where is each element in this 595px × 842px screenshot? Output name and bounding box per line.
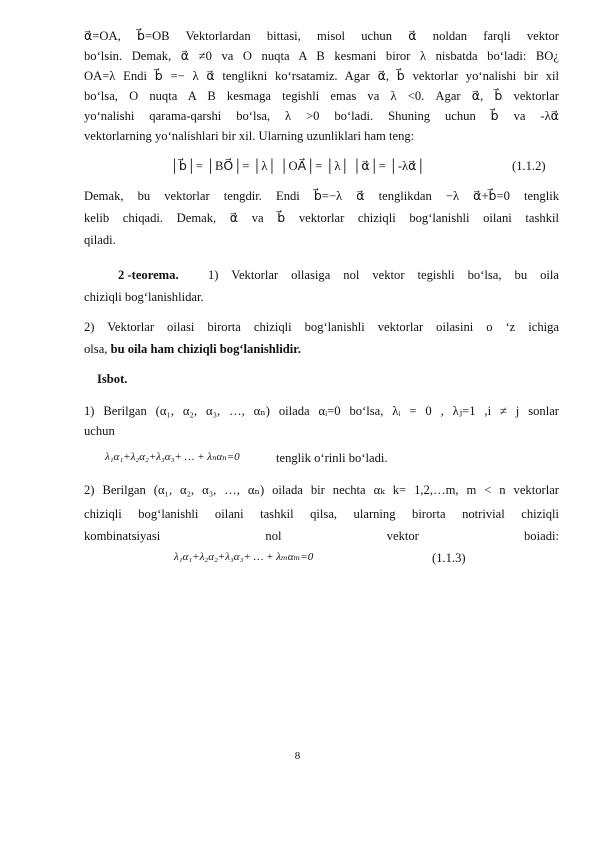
text-line: 2) Vektorlar oilasi birorta chiziqli bog‘lanishli vektorlar oilasini o ‘z ichiga	[84, 320, 559, 334]
proof-label: Isbot	[97, 372, 125, 386]
text-line: chiziqli bog‘lanishlidar.	[84, 290, 204, 304]
text-line: vektorlarning yo‘nalishlari bir xil. Ularning uzunliklari ham teng:	[84, 129, 415, 143]
text-line: OA=λ Endi b⃗ =− λ α⃗ tenglikni ko‘rsatamiz. Agar α⃗, b⃗ vektorlar yo‘nalishi bir xil	[84, 69, 559, 83]
text-line: qiladi.	[84, 233, 116, 247]
text-line: Demak, bu vektorlar tengdir. Endi b⃗=−λ α⃗ tenglikdan −λ α⃗+b⃗=0 tenglik	[84, 189, 559, 203]
bold-conclusion: bu oila ham chiziqli bog‘lanishlidir.	[110, 342, 301, 356]
text-line	[84, 341, 301, 357]
text-line: uchun	[84, 424, 115, 438]
text-line: kelib chiqadi. Demak, α⃗ va b⃗ vektorlar chiziqli bog‘lanishli oilani tashkil	[84, 211, 559, 225]
text-line: tenglik o‘rinli bo‘ladi.	[276, 451, 388, 465]
text-fragment: olsa,	[84, 342, 111, 356]
text-line: 1) Vektorlar ollasiga nol vektor tegishli bo‘lsa, bu oila	[208, 268, 559, 282]
text-line: bo‘lsin. Demak, α⃗ ≠0 va O nuqta A B kesmani biror λ nisbatda bo‘ladi: BO¿	[84, 49, 559, 63]
text-line: 2) Berilgan (α₁, α₂, α₃, …, αₙ) oilada bir nechta αₖ k= 1,2,…m, m < n vektorlar	[84, 483, 559, 497]
proof-heading: Isbot.	[97, 372, 128, 386]
equation-1-1-2: │b⃗│= │BO⃗│= │λ│ │OA⃗│= │λ│ │α⃗│= │-λα⃗│	[170, 159, 426, 173]
text-line: α⃗=OA, b⃗=OB Vektorlardan bittasi, misol uchun α⃗ noldan farqli vektor	[84, 29, 559, 43]
equation-sum: λ₁α₁+λ₂α₂+λ₃α₃+ … + λₙαₙ=0	[105, 451, 240, 463]
equation-number: (1.1.3)	[432, 551, 466, 565]
equation-1-1-3: λ₁α₁+λ₂α₂+λ₃α₃+ … + λₘαₘ=0	[174, 551, 314, 563]
text-line: bo‘lsa, O nuqta A B kesmaga tegishli emas va λ <0. Agar α⃗, b⃗ vektorlar	[84, 89, 559, 103]
equation-number: (1.1.2)	[512, 159, 546, 173]
text-line: 1) Berilgan (α₁, α₂, α₃, …, αₙ) oilada αᵢ=0 bo‘lsa, λᵢ = 0 , λⱼ=1 ,i ≠ j sonlar	[84, 404, 559, 418]
text-line: chiziqli bog‘lanishli oilani tashkil qilsa, ularning birorta notrivial chiziqli	[84, 507, 559, 521]
text-line: kombinatsiyasi nol vektor boiadi:	[84, 529, 559, 543]
page-number: 8	[294, 750, 301, 762]
theorem-heading: 2 -teorema.	[118, 268, 179, 282]
text-line: yo‘nalishi qarama-qarshi bo‘lsa, λ >0 bo‘ladi. Shuning uchun b⃗ va -λα⃗	[84, 109, 559, 123]
